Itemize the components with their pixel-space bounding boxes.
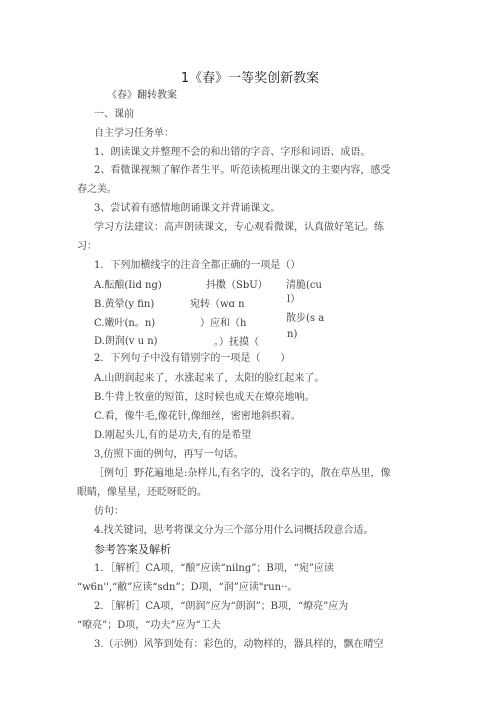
task-item: 1、朗读课文并整理不会的和出错的字音、字形和词语、成语。 — [94, 147, 371, 158]
question-1: 1．下列加横线字的注音全都正确的一项是（） — [94, 260, 301, 271]
option-b-item: 宛转（wɑ n — [190, 299, 245, 310]
option-b: B.黄晕(y fin) — [94, 299, 155, 310]
section-heading: 一、课前 — [94, 109, 134, 120]
option-a: A.酝酿(Iid ng) — [94, 280, 162, 291]
question-2: 2．下列句子中没有错别字的一项是（ ） — [94, 353, 291, 364]
option-c: C.看，像牛毛,像花针,像细丝，密密地斜织着。 — [94, 411, 301, 422]
question-3: 3,仿照下面的例句，再写一句话。 — [94, 449, 244, 460]
question-4: 4.找关键词，思考将课文分为三个部分用什么词概括段意合适。 — [94, 525, 374, 536]
method-text: 学习方法建议：高声朗读课文，专心观看微课，认真做好笔记。练 — [94, 222, 384, 233]
imitate-label: 仿句： — [94, 506, 124, 517]
answer-3: 3.（示例）风筝到处有：彩色的，动物样的，器具样的，飘在晴空 — [94, 639, 384, 650]
option-d-item: n) — [287, 329, 298, 340]
task-item-continued: 春之美。 — [77, 184, 117, 195]
option-d: D.刚起头儿,有的是功夫,有的是希望 — [94, 430, 252, 441]
option-d: D.朗润(v u n) — [94, 336, 158, 347]
answer-1: 1．［解析］CA项，“酿”应读“nilng”；B项，“宛”应读 — [94, 563, 334, 574]
subtitle: 《春》翻转教案 — [107, 90, 177, 101]
option-d-item: 。）抚摸（ — [214, 337, 259, 348]
example-sentence: ［例句］野花遍地是:杂样儿,有名字的，没名字的，散在草丛里，像 — [94, 468, 391, 479]
option-a-item: 抖擞（SbU） — [206, 280, 268, 291]
option-c: C.嫩叶(n。n) — [94, 318, 156, 329]
answers-heading: 参考答案及解析 — [94, 543, 171, 556]
option-b-item: l） — [287, 294, 301, 305]
task-heading: 自主学习任务单： — [94, 128, 174, 139]
task-item: 2、看微课视频了解作者生平。听范读梳理出课文的主要内容，感受 — [94, 165, 391, 176]
example-sentence-continued: 眼睛，像星星，还眨呀眨的。 — [77, 487, 207, 498]
option-a-item: 清脆(cu — [286, 280, 322, 291]
method-text-continued: 习： — [77, 241, 97, 252]
answer-1-continued: “w6n'',“敝”应读“sdn”；D项，“润”应读"run··。 — [77, 582, 298, 593]
task-item: 3、尝试着有感情地朗诵课文并背诵课文。 — [94, 203, 281, 214]
page-title: 1《春》一等奖创新教案 — [180, 71, 320, 86]
answer-2-continued: “嘹亮”；D项，“功夫”应为“工夫 — [77, 620, 221, 631]
answer-2: 2．［解析］CA项，“朗润”应为“朗润”；B项，“燎亮”应为 — [94, 601, 349, 612]
option-c-item: ）应和（h — [200, 318, 247, 329]
option-c-item: 散步(s a — [286, 313, 325, 324]
option-a: A.山朗润起来了，水涨起来了，太阳的脸红起来了。 — [94, 373, 325, 384]
option-b: B.牛背上牧童的短笛，这时候也成天在燎亮地响。 — [94, 392, 315, 403]
